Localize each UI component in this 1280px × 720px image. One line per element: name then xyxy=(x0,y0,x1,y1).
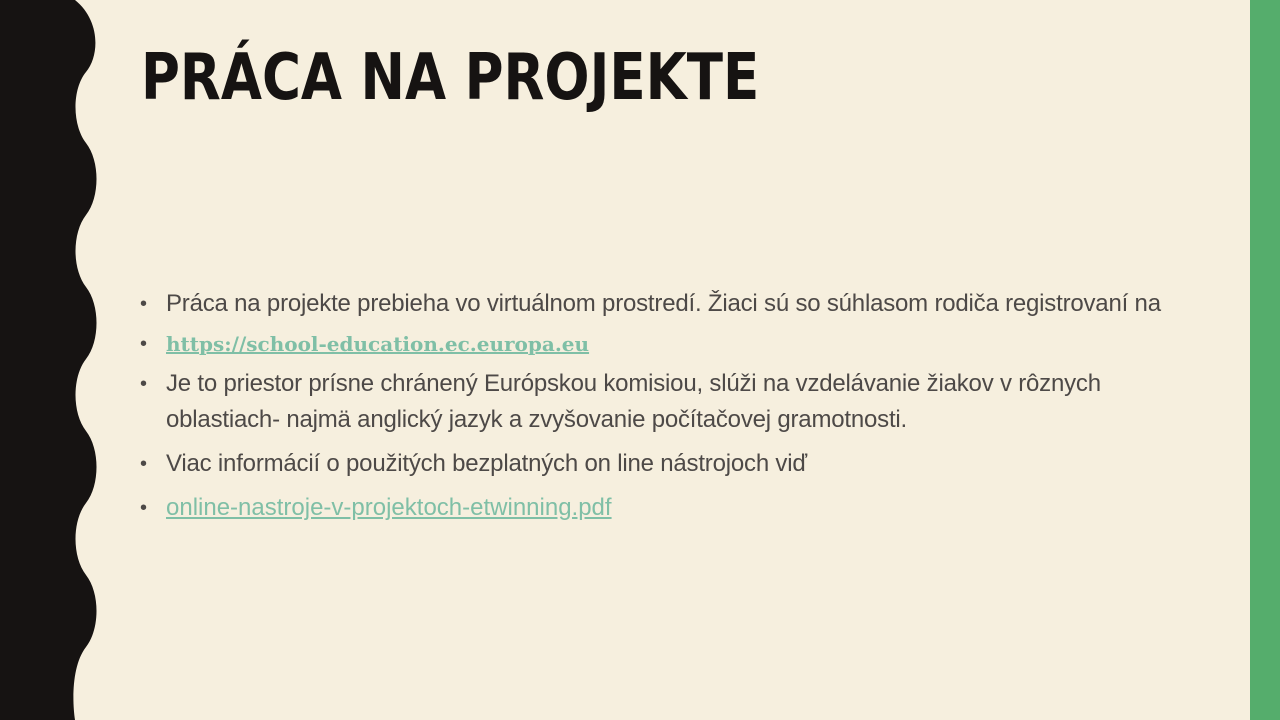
bullet-text: Práca na projekte prebieha vo virtuálnom prostredí. Žiaci sú so súhlasom rodiča registrovaní na xyxy=(166,290,1161,317)
bullet-marker: • xyxy=(140,497,148,519)
list-item xyxy=(140,286,1220,322)
bullet-text: Viac informácií o použitých bezplatných on line nástrojoch viď xyxy=(166,450,807,477)
bullet-list xyxy=(140,286,1220,534)
school-education-link[interactable]: https://school-education.ec.europa.eu xyxy=(166,332,590,356)
right-accent-stripe xyxy=(1250,0,1280,720)
bullet-text: Je to priestor prísne chránený Európskou komisiou, slúži na vzdelávanie žiakov v rôznych oblastiach- najmä anglický jazyk a zvyšovanie počítačovej gramotnosti. xyxy=(166,370,1101,433)
list-item xyxy=(140,366,1220,438)
pdf-document-link[interactable]: online-nastroje-v-projektoch-etwinning.pdf xyxy=(166,494,612,521)
bullet-marker: • xyxy=(140,453,148,475)
list-item xyxy=(140,490,1220,526)
bullet-marker: • xyxy=(140,373,148,395)
list-item xyxy=(140,326,1220,362)
bullet-marker: • xyxy=(140,293,148,315)
bullet-marker: • xyxy=(140,333,148,355)
wavy-left-band xyxy=(0,0,110,720)
slide-title: PRÁCA NA PROJEKTE xyxy=(141,41,760,115)
list-item xyxy=(140,446,1220,482)
